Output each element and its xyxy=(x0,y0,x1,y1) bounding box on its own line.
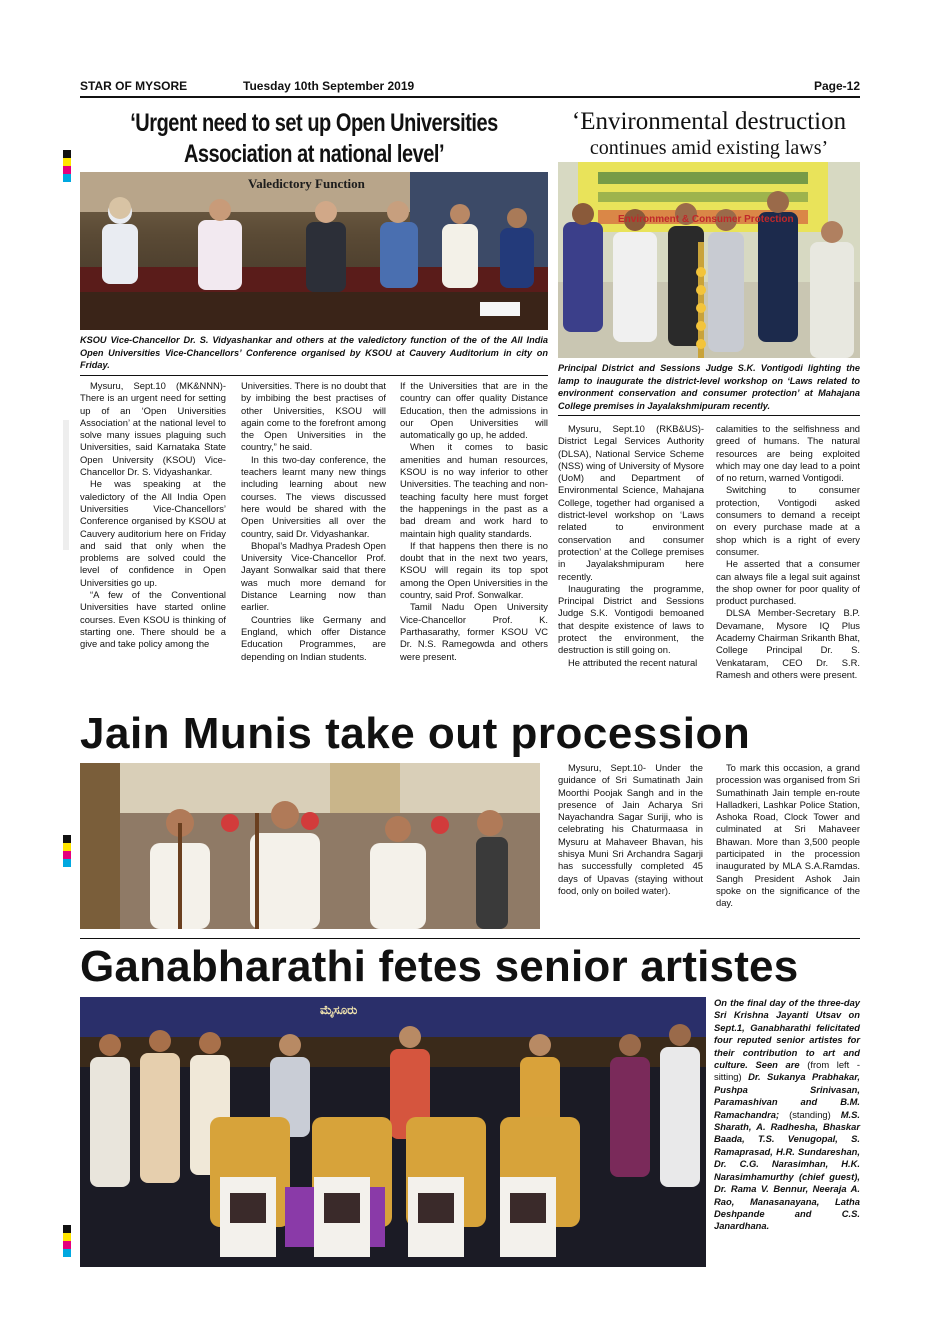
story1-column-2 xyxy=(241,380,386,663)
story3-column-2 xyxy=(716,762,860,910)
print-mark-magenta xyxy=(63,1241,71,1249)
print-mark-yellow xyxy=(63,158,71,166)
ganabharathi-scene xyxy=(80,997,706,1267)
valedictory-photo-scene xyxy=(80,172,548,330)
story2-col2-para: calamities to the selfishness and greed of humans. The natural resources are being exploited which may one day lead to a point of no return, warned Vontigodi. xyxy=(716,423,860,484)
story2-col1-para: He attributed the recent natural xyxy=(568,656,698,668)
story1-col2-para: In this two-day conference, the teachers learnt many new things including learning about new courses. The views discussed here would be shared with the Open Universities all over the country, said Dr. Vidyashankar. xyxy=(241,453,386,539)
story4-caption-sitting-label: (from left - sitting) xyxy=(714,1059,861,1083)
story1-caption: KSOU Vice-Chancellor Dr. S. Vidyashankar and others at the valedictory function of the of the All India Open Universities Vice-Chancellors’ Conference organised by KSOU at Cauvery Auditorium in city on Friday. xyxy=(80,335,548,370)
story1-col2-para: Bhopal’s Madhya Pradesh Open University Vice-Chancellor Prof. Jayant Sonwalkar said that there was much more demand for Distance Learning now than earlier. xyxy=(241,539,386,613)
print-mark-magenta xyxy=(63,851,71,859)
ganabharathi-photo xyxy=(80,997,706,1267)
story2-column-2 xyxy=(716,423,860,681)
paper-name: STAR OF MYSORE xyxy=(80,79,188,93)
story1-caption-rule xyxy=(80,375,548,376)
story2-caption: Principal District and Sessions Judge S.K. Vontigodi lighting the lamp to inaugurate the district-level workshop on ‘Laws related to environment conservation and consumer protection’ at Mahajana College premises in Jayalakshmipuram recently. xyxy=(558,363,860,411)
section-divider xyxy=(80,938,860,939)
story4-headline: Ganabharathi fetes senior artistes xyxy=(80,942,799,991)
story2-col1-para: Mysuru, Sept.10 (RKB&US)- District Legal Services Authority (DLSA), National Service Scheme (NSS) wing of University of Mysore (UoM) and Department of Environmental Science, Mahajana College, together had organised a district-level workshop on ‘Laws related to environment conservation and consumer protection’ at the College premises in Jayalakshmipuram here recently. xyxy=(558,423,704,582)
print-mark-cyan xyxy=(63,174,71,182)
story1-col3-para: Tamil Nadu Open University Vice-Chancellor Prof. K. Parthasarathy, former KSOU VC Dr. N.S. Ramegowda and others were present. xyxy=(400,601,548,662)
story4-caption-lead: On the final day of the three-day Sri Krishna Jayanti Utsav on Sept.1, Ganabharathi felicitated four reputed senior artistes for their contribution to art and culture. Seen are xyxy=(714,997,860,1071)
lamp-banner-text: Environment & Consumer Protection xyxy=(618,214,794,225)
story1-col1-para: He was speaking at the valedictory of the All India Open Universities Vice-Chancellors’ Conference organised by KSOU at Cauvery auditorium here on Friday and said that only when the problems are solved could the level of confidence in Open Universities go up. xyxy=(80,478,226,588)
valedictory-photo xyxy=(80,172,548,330)
print-mark-yellow xyxy=(63,843,71,851)
story2-col1-para: Inaugurating the programme, Principal District and Sessions Judge S.K. Vontigodi bemoaned that despite existence of laws to protect the environment, the destruction is still going on. xyxy=(558,582,704,656)
story2-headline-line1: ‘Environmental destruction xyxy=(571,108,847,135)
story3-headline: Jain Munis take out procession xyxy=(80,709,751,758)
jain-procession-photo xyxy=(80,763,540,929)
story1-headline-line2: Association at national level’ xyxy=(183,140,445,168)
ganabharathi-banner-text: ಮೈಸೂರು xyxy=(320,1003,358,1017)
jain-procession-scene xyxy=(80,763,540,929)
print-mark-black xyxy=(63,150,71,158)
page-number: Page-12 xyxy=(813,79,860,93)
story4-caption-standing: M.S. Sharath, A. Radhesha, Bhaskar Baada, T.S. Venugopal, S. Ramaprasad, H.R. Sundareshan, Dr. C.G. Narasimhan, H.K. Narasimhamurthy (chief guest), Dr. Rama V. Bennur, Neeraja A. Rao, Manasanayana, Latha Deshpande and C.S. Janardhana. xyxy=(714,1108,860,1232)
print-mark-black xyxy=(63,835,71,843)
print-mark-magenta xyxy=(63,166,71,174)
story1-headline xyxy=(80,108,548,172)
story2-col2-para: He asserted that a consumer can always file a legal suit against the shop owner for poor quality of product purchased. xyxy=(716,558,860,607)
print-mark-black xyxy=(63,1225,71,1233)
story2-caption-rule xyxy=(558,415,860,416)
story3-col2-para: To mark this occasion, a grand procession was organised from Sri Sumathinath Jain temple en-route Halladkeri, Lashkar Police Station, Ashoka Road, Clock Tower and culminated at Sri Mahaveer Bhawan. More than 3,500 people participated in the procession inaugurated by MLA S.A.Ramdas. Sangh President Ashok Jain spoke on the significance of the day. xyxy=(716,762,860,909)
story2-headline xyxy=(558,108,860,160)
story1-col2-para: Countries like Germany and England, which offer Distance Education Programmes, are depending on Indian students. xyxy=(241,613,386,662)
valedictory-banner-text: Valedictory Function xyxy=(248,176,365,191)
story3-column-1 xyxy=(558,762,703,897)
story4-caption-standing-label: (standing) xyxy=(789,1108,831,1120)
story1-col1-para: “A few of the Conventional Universities have started online courses. Even KSOU is thinking of starting one. There should be a give and take policy among the xyxy=(80,589,226,650)
story4-caption xyxy=(714,997,860,1233)
story1-column-3 xyxy=(400,380,548,663)
issue-date: Tuesday 10th September 2019 xyxy=(243,79,415,93)
story2-column-1 xyxy=(558,423,704,669)
story1-headline-line1: ‘Urgent need to set up Open Universities xyxy=(130,109,498,137)
print-mark-cyan xyxy=(63,1249,71,1257)
print-mark-cyan xyxy=(63,859,71,867)
lamp-lighting-photo xyxy=(558,162,860,358)
story1-col3-para: If the Universities that are in the country can offer quality Distance Education, then the admissions in our Open Universities will automatically go up, he added. xyxy=(400,380,548,441)
masthead xyxy=(80,79,860,95)
story2-headline-line2: continues amid existing laws’ xyxy=(589,137,829,159)
story1-column-1 xyxy=(80,380,226,651)
print-mark-gray-strip xyxy=(63,420,69,550)
lamp-lighting-scene xyxy=(558,162,860,358)
story2-col2-para: Switching to consumer protection, Vontigodi asked consumers to demand a receipt on every purchase made at a shop which is a right of every consumer. xyxy=(716,484,860,557)
story4-caption-sitting: Dr. Sukanya Prabhakar, Pushpa Srinivasan, Paramashivan and B.M. Ramachandra; xyxy=(714,1071,860,1120)
story1-col3-para: If that happens then there is no doubt that in the next two years, KSOU will regain its top spot among the Open Universities in the country, said Prof. Sonwalkar. xyxy=(400,539,548,601)
story1-col3-para: When it comes to basic amenities and human resources, KSOU is no way inferior to other Universities. The teaching and non-teaching faculty here must forget the happenings in the past as a bad dream and work hard to maintain high quality standards. xyxy=(400,441,548,539)
story1-col2-para: Universities. There is no doubt that by imbibing the best practises of other Universities, KSOU will again come to the forefront among the Open Universities in the country,” he said. xyxy=(241,380,386,453)
story2-col2-para: DLSA Member-Secretary B.P. Devamane, Mysore IQ Plus Academy Chairman Srikanth Bhat, College Principal Dr. S. Venkataram, CEO Dr. S.R. Ramesh and others were present. xyxy=(716,607,860,680)
print-mark-yellow xyxy=(63,1233,71,1241)
story1-col1-para: Mysuru, Sept.10 (MK&NNN)- There is an urgent need for setting up of an ‘Open Universities Association’ at the national level to solve many issues plaguing such Universities, said Karnataka State Open University (KSOU) Vice-Chancellor Dr. S. Vidyashankar. xyxy=(80,380,226,478)
masthead-rule xyxy=(80,96,860,98)
story3-col1-para: Mysuru, Sept.10- Under the guidance of Sri Sumatinath Jain Moorthi Poojak Sangh and in the presence of Jain Acharya Sri Nayachandra Sagar Suriji, who is celebrating his Chaturmaasa in Mysuru at Mahaveer Bhavan, his shisya Muni Sri Archandra Sagarji has successfully completed 45 days of Upavas (staying without food, only on boiled water). xyxy=(558,762,703,896)
